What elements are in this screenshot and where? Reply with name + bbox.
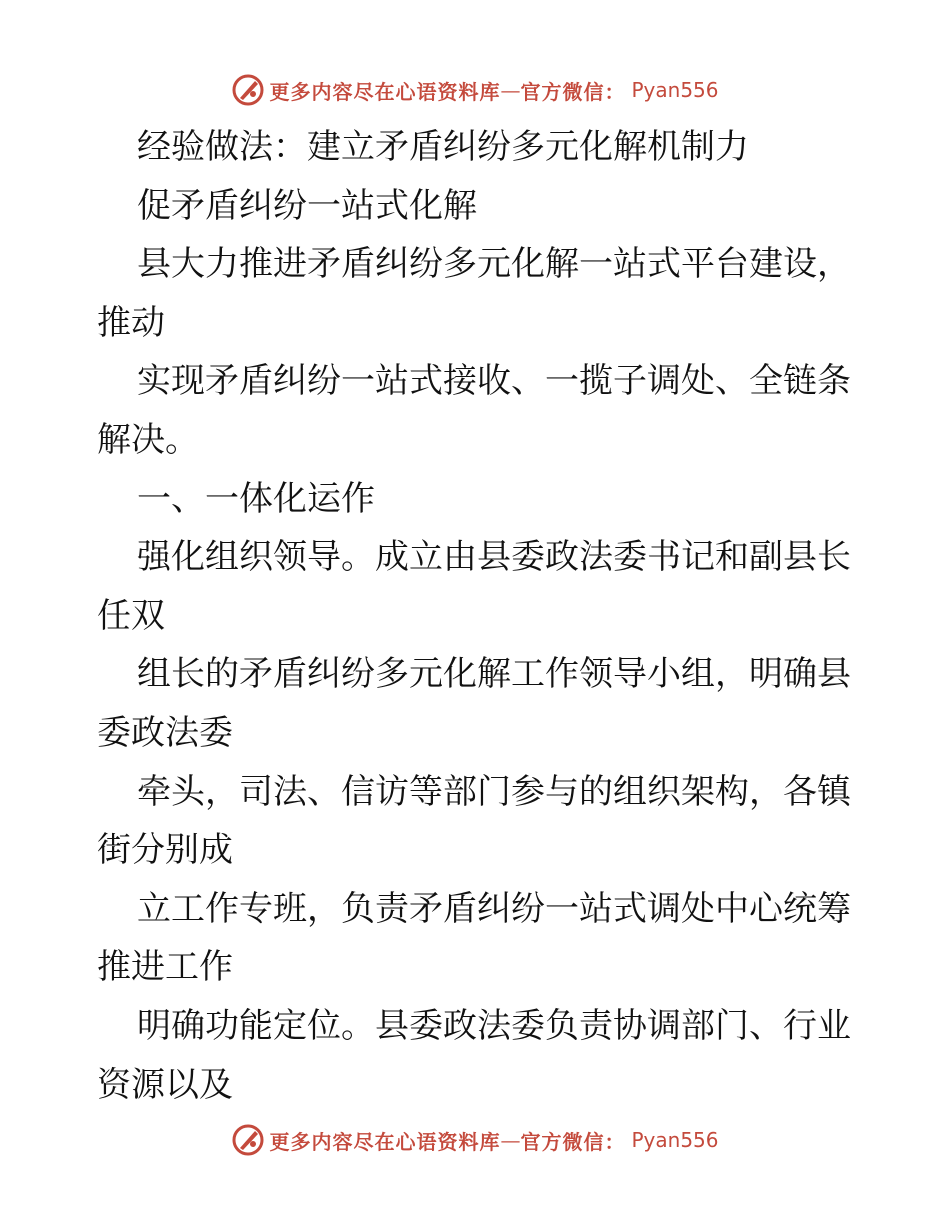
text-line: 强化组织领导。成立由县委政法委书记和副县长 [137,537,851,578]
quill-seal-icon [231,73,265,107]
document-body [97,118,857,1114]
text-line: 牵头，司法、信访等部门参与的组织架构，各镇 [137,771,851,812]
text-line: 立工作专班，负责矛盾纠纷一站式调处中心统筹 [137,888,851,929]
watermark-brand: 更多内容尽在心语资料库 [269,1129,501,1154]
watermark-contact-id: Pyan556 [631,78,719,102]
text-line: 资源以及 [97,1064,233,1105]
watermark-contact-label: 官方微信： [520,79,626,104]
text-line: 实现矛盾纠纷一站式接收、一揽子调处、全链条 [137,361,851,402]
watermark-contact-label: 官方微信： [520,1129,626,1154]
quill-seal-icon [231,1123,265,1157]
header-watermark [0,70,950,110]
footer-watermark [0,1120,950,1160]
text-line: 县大力推进矛盾纠纷多元化解一站式平台建设， [137,244,851,285]
text-line: 经验做法：建立矛盾纠纷多元化解机制力 [137,127,749,167]
watermark-separator: — [500,78,521,102]
text-line: 推动 [97,302,165,343]
text-line: 解决。 [97,419,199,460]
watermark-separator: — [500,1128,521,1152]
text-line: 组长的矛盾纠纷多元化解工作领导小组，明确县 [137,654,851,695]
text-line: 任双 [97,595,165,636]
text-line: 推进工作 [97,947,233,988]
text-line: 委政法委 [97,712,233,753]
text-line: 促矛盾纠纷一站式化解 [137,185,477,226]
text-line: 明确功能定位。县委政法委负责协调部门、行业 [137,1005,851,1046]
text-line: 街分别成 [97,830,233,871]
watermark-contact-id: Pyan556 [631,1128,719,1152]
section-heading: 一、一体化运作 [137,478,375,519]
watermark-brand: 更多内容尽在心语资料库 [269,79,501,104]
